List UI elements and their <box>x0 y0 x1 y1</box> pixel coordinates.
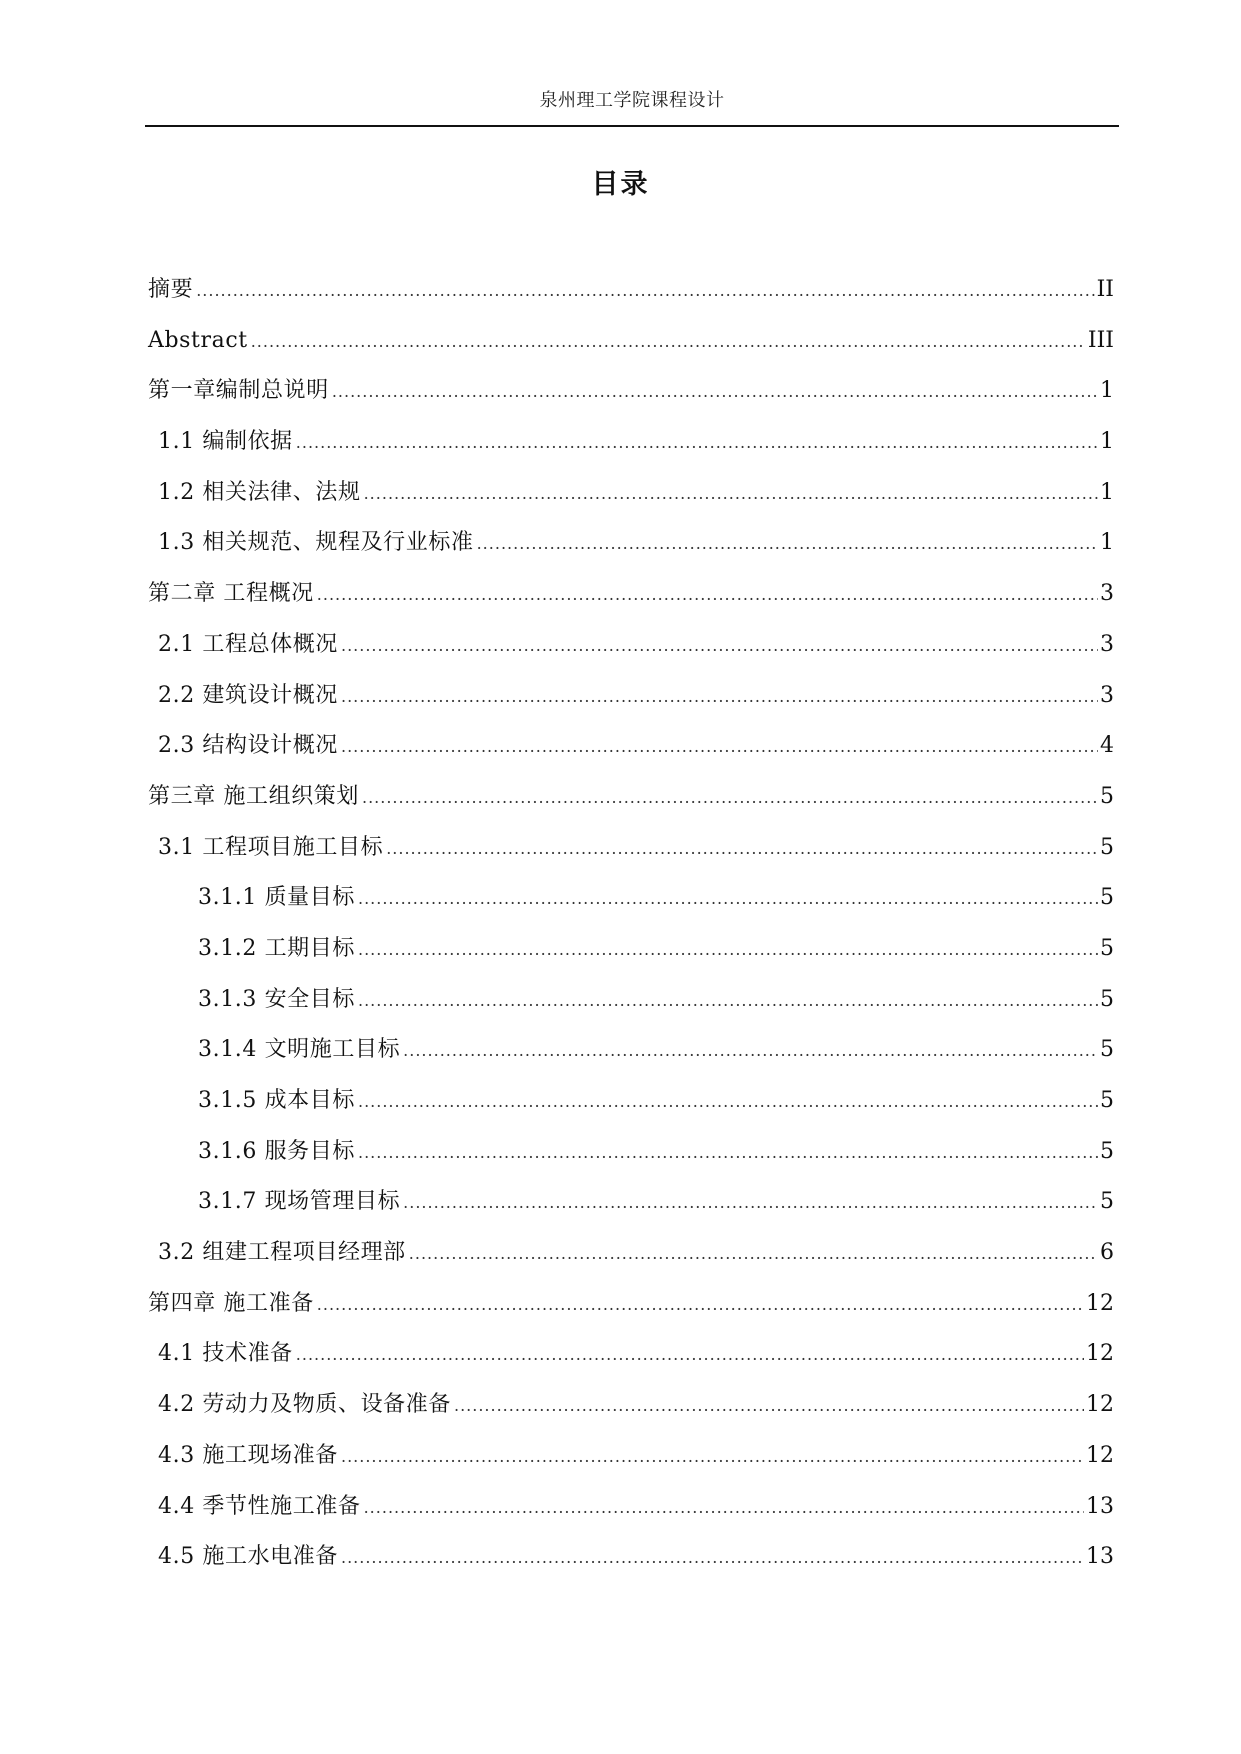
toc-dot-leader <box>358 1133 1098 1173</box>
toc-entry-page: 12 <box>1086 1290 1114 1316</box>
toc-entry-label: 4.3 施工现场准备 <box>158 1442 338 1468</box>
toc-entry-page: 5 <box>1100 1037 1114 1063</box>
toc-entry-page: 5 <box>1100 935 1114 961</box>
toc-entry-page: 5 <box>1100 1189 1114 1215</box>
toc-entry-label: 4.2 劳动力及物质、设备准备 <box>158 1392 451 1418</box>
toc-entry-label: 3.1.3 安全目标 <box>198 986 355 1012</box>
toc-entry-label: 3.1.2 工期目标 <box>198 935 355 961</box>
toc-entry[interactable] <box>148 1487 1114 1538</box>
toc-entry[interactable] <box>148 777 1114 828</box>
toc-dot-leader <box>364 1488 1084 1528</box>
toc-entry[interactable] <box>148 523 1114 574</box>
toc-dot-leader <box>358 981 1098 1021</box>
toc-entry-page: 5 <box>1100 1088 1114 1113</box>
toc-entry[interactable] <box>148 980 1114 1031</box>
toc-dot-leader <box>341 727 1098 767</box>
toc-entry-label: 2.2 建筑设计概况 <box>158 682 338 708</box>
toc-entry-page: 1 <box>1100 479 1114 505</box>
toc-entry[interactable] <box>148 1081 1114 1132</box>
toc-entry-label: 3.2 组建工程项目经理部 <box>158 1240 406 1266</box>
toc-dot-leader <box>341 1538 1084 1578</box>
toc-entry-page: 3 <box>1100 581 1114 607</box>
toc-entry-page: 12 <box>1086 1392 1114 1418</box>
toc-entry-page: 5 <box>1100 885 1114 911</box>
toc-entry[interactable] <box>148 1284 1114 1335</box>
toc-dot-leader <box>196 271 1094 311</box>
toc-entry[interactable] <box>148 1132 1114 1183</box>
toc-entry-page: 5 <box>1100 1138 1114 1164</box>
toc-entry[interactable] <box>148 1537 1114 1588</box>
toc-entry-label: 第二章 工程概况 <box>148 581 314 607</box>
toc-entry[interactable] <box>148 676 1114 727</box>
toc-entry-label: 3.1.7 现场管理目标 <box>198 1189 401 1215</box>
toc-entry-label: 摘要 <box>148 277 194 302</box>
toc-entry-page: 13 <box>1086 1493 1114 1519</box>
toc-entry-label: 3.1.1 质量目标 <box>198 885 355 911</box>
toc-entry[interactable] <box>148 1233 1114 1284</box>
toc-entry-label: Abstract <box>148 327 248 353</box>
toc-entry-label: 3.1 工程项目施工目标 <box>158 834 384 860</box>
toc-dot-leader <box>386 829 1098 869</box>
toc-entry[interactable] <box>148 574 1114 625</box>
toc-dot-leader <box>332 372 1098 412</box>
toc-entry-page: 12 <box>1086 1442 1114 1468</box>
toc-entry-page: 1 <box>1100 429 1114 455</box>
page-header <box>145 0 1119 128</box>
toc-entry[interactable] <box>148 473 1114 524</box>
toc-entry-page: 5 <box>1100 834 1114 860</box>
toc-dot-leader <box>358 930 1098 970</box>
toc-entry-label: 第四章 施工准备 <box>148 1290 314 1316</box>
toc-entry-page: 5 <box>1100 986 1114 1012</box>
toc-dot-leader <box>296 1335 1084 1375</box>
toc-entry-label: 3.1.4 文明施工目标 <box>198 1037 401 1063</box>
toc-entry-page: 1 <box>1100 530 1114 556</box>
toc-dot-leader <box>251 322 1086 362</box>
toc-entry[interactable] <box>148 625 1114 676</box>
toc-dot-leader <box>403 1183 1098 1223</box>
toc-entry[interactable] <box>148 929 1114 980</box>
toc-entry-page: II <box>1096 277 1114 302</box>
toc-entry-label: 4.5 施工水电准备 <box>158 1544 338 1570</box>
toc-entry-label: 第一章编制总说明 <box>148 378 329 404</box>
header-divider <box>145 125 1119 127</box>
toc-entry-page: 13 <box>1086 1544 1114 1570</box>
toc-dot-leader <box>403 1031 1098 1071</box>
toc-entry[interactable] <box>148 270 1114 321</box>
toc-entry-label: 3.1.5 成本目标 <box>198 1088 355 1113</box>
toc-dot-leader <box>296 423 1098 463</box>
toc-entry-label: 4.4 季节性施工准备 <box>158 1493 361 1519</box>
toc-entry[interactable] <box>148 1436 1114 1487</box>
toc-entry-page: 6 <box>1100 1240 1114 1266</box>
toc-title: 目录 <box>591 169 650 200</box>
toc-entry[interactable] <box>148 1182 1114 1233</box>
toc-entry[interactable] <box>148 726 1114 777</box>
toc-dot-leader <box>362 778 1098 818</box>
toc-entry-label: 1.1 编制依据 <box>158 429 293 455</box>
toc-entry[interactable] <box>148 371 1114 422</box>
toc-entry-page: 1 <box>1100 378 1114 404</box>
toc-entry[interactable] <box>148 1334 1114 1385</box>
toc-dot-leader <box>454 1386 1084 1426</box>
toc-entry-label: 2.1 工程总体概况 <box>158 631 338 657</box>
toc-entry[interactable] <box>148 321 1114 372</box>
toc-dot-leader <box>317 575 1098 615</box>
toc-entry-page: III <box>1087 327 1114 353</box>
toc-dot-leader <box>409 1234 1098 1274</box>
toc-list <box>148 270 1114 1588</box>
toc-entry-label: 第三章 施工组织策划 <box>148 783 359 809</box>
toc-entry-page: 3 <box>1100 631 1114 657</box>
toc-entry-label: 1.3 相关规范、规程及行业标准 <box>158 530 474 556</box>
toc-entry-label: 3.1.6 服务目标 <box>198 1138 355 1164</box>
toc-entry-page: 12 <box>1086 1341 1114 1367</box>
toc-dot-leader <box>358 1082 1098 1122</box>
toc-dot-leader <box>364 474 1098 514</box>
toc-dot-leader <box>317 1285 1084 1325</box>
toc-dot-leader <box>341 626 1098 666</box>
toc-entry[interactable] <box>148 878 1114 929</box>
toc-entry[interactable] <box>148 828 1114 879</box>
toc-dot-leader <box>341 1437 1084 1477</box>
toc-entry-label: 2.3 结构设计概况 <box>158 733 338 759</box>
toc-entry[interactable] <box>148 1385 1114 1436</box>
toc-entry-page: 5 <box>1100 783 1114 809</box>
toc-entry-page: 4 <box>1100 733 1114 759</box>
header-title: 泉州理工学院课程设计 <box>539 90 725 111</box>
toc-entry-page: 3 <box>1100 682 1114 708</box>
toc-dot-leader <box>341 677 1098 717</box>
toc-entry-label: 1.2 相关法律、法规 <box>158 479 361 505</box>
toc-dot-leader <box>358 879 1098 919</box>
toc-dot-leader <box>477 524 1098 564</box>
toc-entry[interactable] <box>148 1030 1114 1081</box>
toc-entry-label: 4.1 技术准备 <box>158 1341 293 1367</box>
toc-entry[interactable] <box>148 422 1114 473</box>
